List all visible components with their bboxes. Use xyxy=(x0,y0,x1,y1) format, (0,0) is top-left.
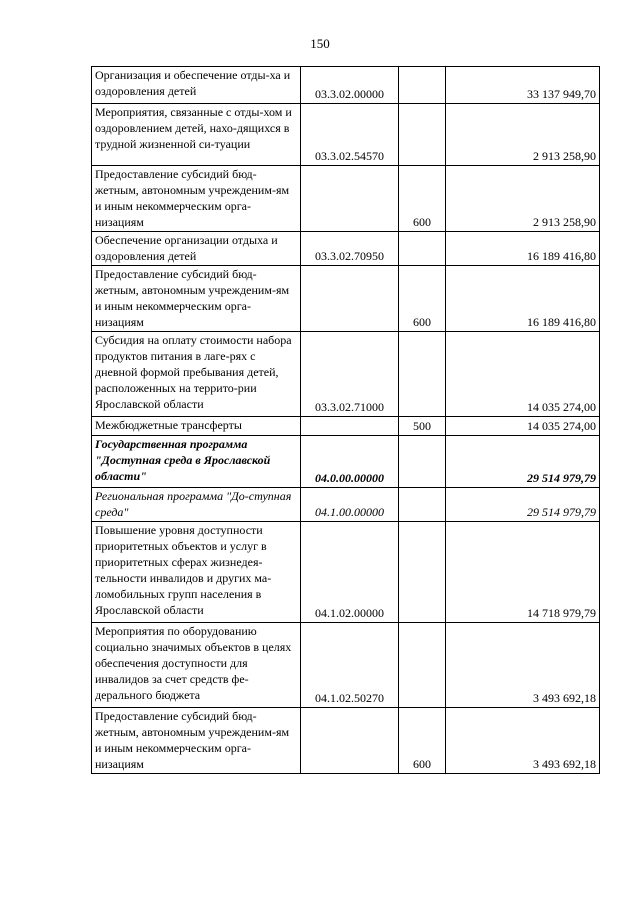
table-row xyxy=(92,417,600,436)
row-code: 03.3.02.54570 xyxy=(301,104,399,166)
table-row xyxy=(92,522,600,623)
row-sum: 3 493 692,18 xyxy=(446,708,600,774)
row-code xyxy=(301,708,399,774)
row-expense-type: 600 xyxy=(399,166,446,232)
table-row xyxy=(92,332,600,417)
row-expense-type: 600 xyxy=(399,708,446,774)
row-code: 03.3.02.70950 xyxy=(301,232,399,266)
page-number: 150 xyxy=(310,36,330,51)
row-sum: 14 035 274,00 xyxy=(446,417,600,436)
table-row xyxy=(92,436,600,488)
row-name: Обеспечение организации отдыха и оздоровления детей xyxy=(92,232,301,266)
table-row xyxy=(92,488,600,522)
row-code xyxy=(301,266,399,332)
row-sum: 16 189 416,80 xyxy=(446,232,600,266)
budget-table-body xyxy=(92,67,600,774)
row-name: Региональная программа "До-ступная среда" xyxy=(92,488,301,522)
row-name: Субсидия на оплату стоимости набора продуктов питания в лаге-рях с дневной формой пребывания детей, расположенных на террито-рии Ярославской области xyxy=(92,332,301,417)
row-expense-type xyxy=(399,104,446,166)
row-sum: 14 718 979,79 xyxy=(446,522,600,623)
row-name: Межбюджетные трансферты xyxy=(92,417,301,436)
row-expense-type: 500 xyxy=(399,417,446,436)
row-sum: 33 137 949,70 xyxy=(446,67,600,104)
row-name: Мероприятия по оборудованию социально значимых объектов в целях обеспечения доступности для инвалидов за счет средств фе-дерального бюджета xyxy=(92,623,301,708)
row-name: Организация и обеспечение отды-ха и оздоровления детей xyxy=(92,67,301,104)
table-row xyxy=(92,266,600,332)
row-sum: 16 189 416,80 xyxy=(446,266,600,332)
row-expense-type xyxy=(399,67,446,104)
row-sum: 2 913 258,90 xyxy=(446,104,600,166)
row-name: Предоставление субсидий бюд-жетным, автономным учрежденим-ям и иным некоммерческим орга-низациям xyxy=(92,166,301,232)
row-name: Повышение уровня доступности приоритетных объектов и услуг в приоритетных сферах жизнедея-тельности инвалидов и других ма-ломобильных групп населения в Ярославской области xyxy=(92,522,301,623)
table-row xyxy=(92,166,600,232)
row-sum: 29 514 979,79 xyxy=(446,488,600,522)
row-code xyxy=(301,417,399,436)
row-code: 04.1.02.00000 xyxy=(301,522,399,623)
row-expense-type: 600 xyxy=(399,266,446,332)
table-row xyxy=(92,104,600,166)
row-expense-type xyxy=(399,522,446,623)
row-sum: 3 493 692,18 xyxy=(446,623,600,708)
row-expense-type xyxy=(399,488,446,522)
row-expense-type xyxy=(399,232,446,266)
row-code: 03.3.02.71000 xyxy=(301,332,399,417)
row-expense-type xyxy=(399,436,446,488)
row-code: 04.0.00.00000 xyxy=(301,436,399,488)
row-sum: 29 514 979,79 xyxy=(446,436,600,488)
row-name: Мероприятия, связанные с отды-хом и оздоровлением детей, нахо-дящихся в трудной жизненной си-туации xyxy=(92,104,301,166)
row-code: 04.1.00.00000 xyxy=(301,488,399,522)
row-code: 03.3.02.00000 xyxy=(301,67,399,104)
budget-table xyxy=(91,66,600,774)
row-name: Предоставление субсидий бюд-жетным, автономным учрежденим-ям и иным некоммерческим орга-низациям xyxy=(92,708,301,774)
row-code xyxy=(301,166,399,232)
row-name: Предоставление субсидий бюд-жетным, автономным учрежденим-ям и иным некоммерческим орга-низациям xyxy=(92,266,301,332)
row-expense-type xyxy=(399,332,446,417)
row-expense-type xyxy=(399,623,446,708)
table-row xyxy=(92,623,600,708)
row-code: 04.1.02.50270 xyxy=(301,623,399,708)
table-row xyxy=(92,232,600,266)
row-sum: 14 035 274,00 xyxy=(446,332,600,417)
row-sum: 2 913 258,90 xyxy=(446,166,600,232)
table-row xyxy=(92,67,600,104)
table-row xyxy=(92,708,600,774)
row-name: Государственная программа "Доступная среда в Ярославской области" xyxy=(92,436,301,488)
